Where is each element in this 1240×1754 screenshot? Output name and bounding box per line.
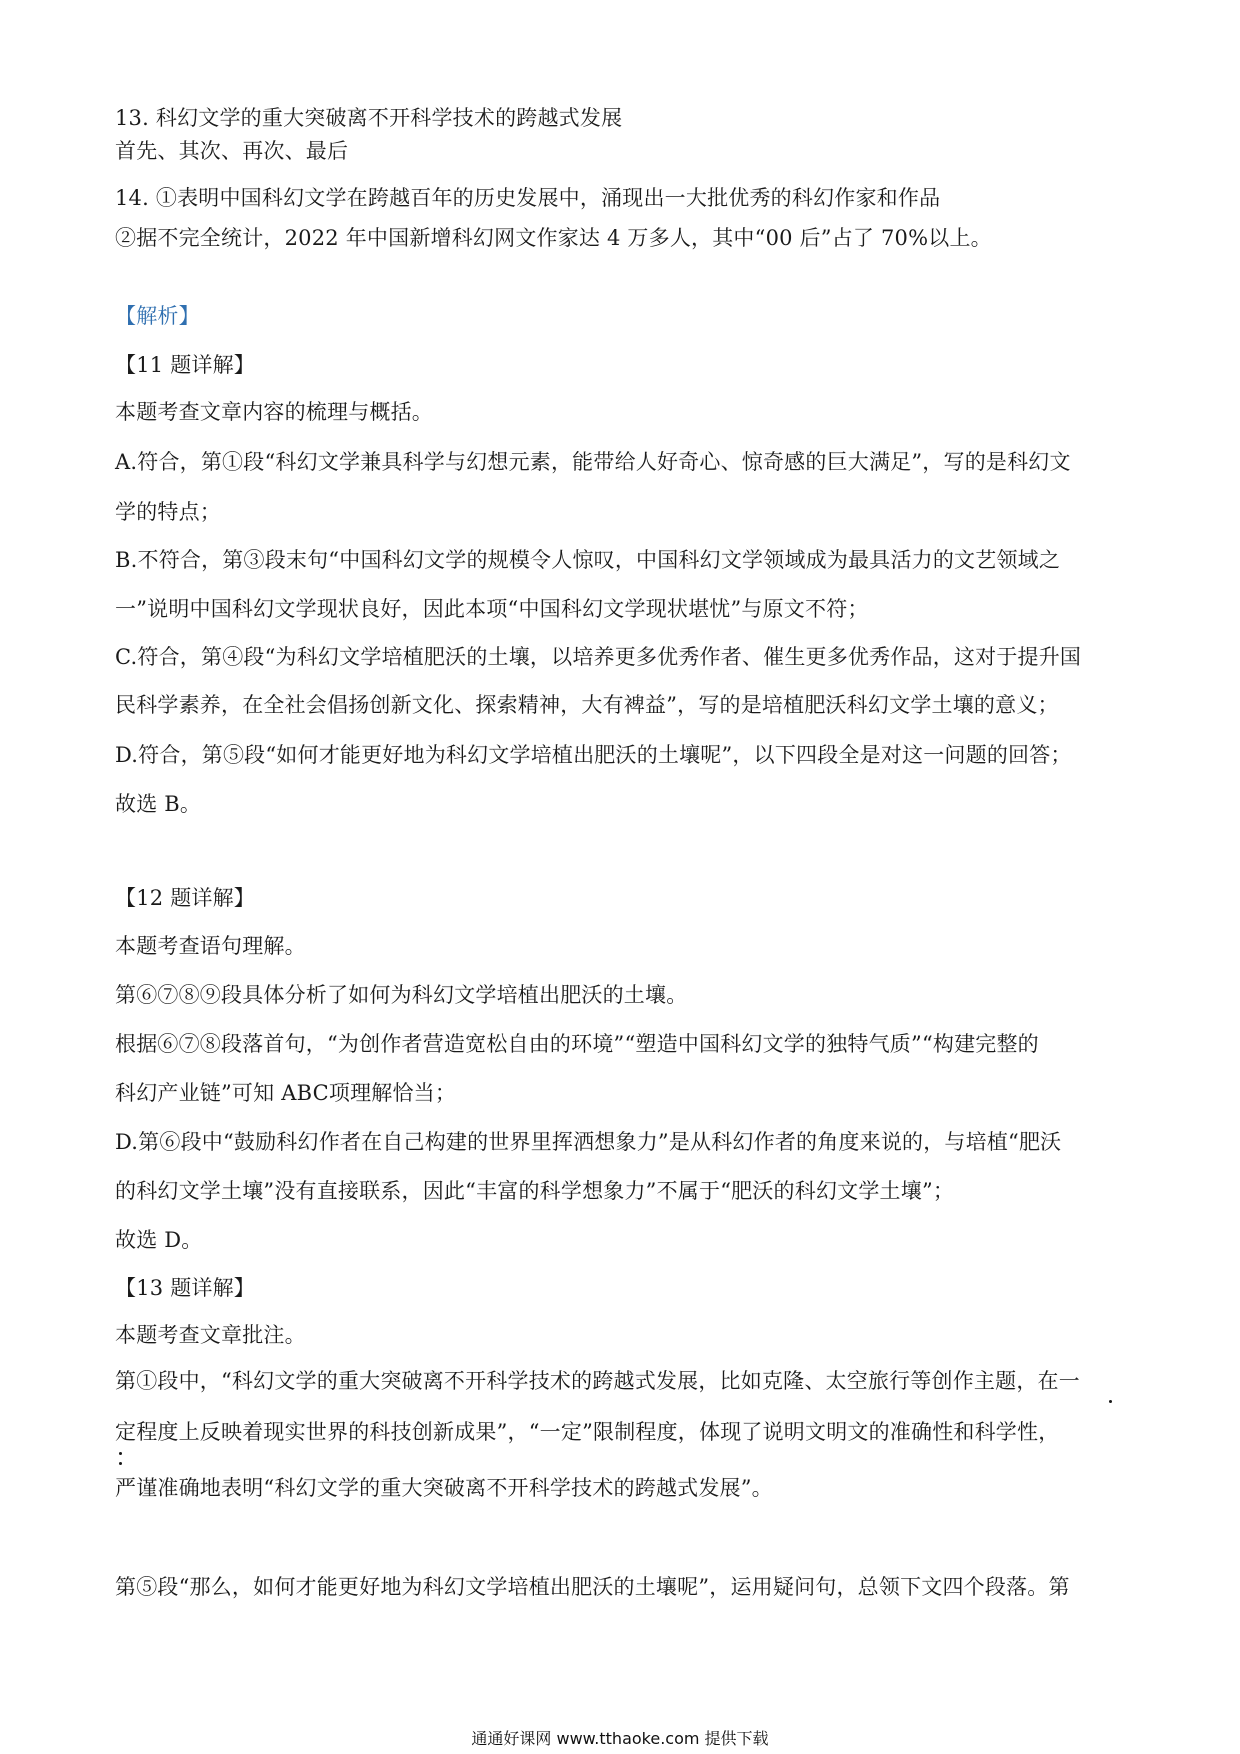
q11-option-d-line: D.符合，第⑤段“如何才能更好地为科幻文学培植出肥沃的土壤呢”，以下四段全是对这一问题的回答； — [115, 743, 1072, 767]
footer-source: 通通好课网 www.tthaoke.com 提供下载 — [471, 1729, 769, 1748]
q12-analysis-line-1: 第⑥⑦⑧⑨段具体分析了如何为科幻文学培植出肥沃的土壤。 — [115, 983, 688, 1007]
q11-intro: 本题考查文章内容的梳理与概括。 — [115, 400, 433, 424]
q12-intro: 本题考查语句理解。 — [115, 934, 306, 958]
q13-heading: 【13 题详解】 — [115, 1276, 255, 1300]
emphasis-dot — [119, 1462, 122, 1465]
q13-intro: 本题考查文章批注。 — [115, 1323, 306, 1347]
q11-option-c-line-1: C.符合，第④段“为科幻文学培植肥沃的土壤，以培养更多优秀作者、催生更多优秀作品，这对于提升国 — [115, 645, 1082, 669]
q13-analysis-line-2: 定程度上反映着现实世界的科技创新成果”，“一定”限制程度，体现了说明文明文的准确性和科学性， — [115, 1420, 1060, 1444]
q11-option-b-line-1: B.不符合，第③段末句“中国科幻文学的规模令人惊叹，中国科幻文学领域成为最具活力的文艺领域之 — [115, 548, 1061, 572]
q13-analysis-line-3: 严谨准确地表明“科幻文学的重大突破离不开科学技术的跨越式发展”。 — [115, 1476, 773, 1500]
q12-answer: 故选 D。 — [115, 1228, 203, 1252]
emphasis-dot — [119, 1452, 122, 1455]
q12-option-d-line-2: 的科幻文学土壤”没有直接联系，因此“丰富的科学想象力”不属于“肥沃的科幻文学土壤”； — [115, 1179, 955, 1203]
q13-analysis-line-1: 第①段中，“科幻文学的重大突破离不开科学技术的跨越式发展，比如克隆、太空旅行等创作主题，在一 — [115, 1369, 1080, 1393]
emphasis-dot — [1109, 1400, 1112, 1403]
q11-option-c-line-2: 民科学素养，在全社会倡扬创新文化、探索精神，大有裨益”，写的是培植肥沃科幻文学土壤的意义； — [115, 693, 1059, 717]
answer-14-line-1: 14. ①表明中国科幻文学在跨越百年的历史发展中，涌现出一大批优秀的科幻作家和作品 — [115, 186, 941, 210]
q12-option-d-line-1: D.第⑥段中“鼓励科幻作者在自己构建的世界里挥洒想象力”是从科幻作者的角度来说的，与培植“肥沃 — [115, 1130, 1062, 1154]
q12-heading: 【12 题详解】 — [115, 886, 255, 910]
q11-option-a-line-2: 学的特点； — [115, 500, 221, 524]
answer-13-line: 13. 科幻文学的重大突破离不开科学技术的跨越式发展 — [115, 106, 623, 130]
q11-answer: 故选 B。 — [115, 792, 202, 816]
analysis-heading: 【解析】 — [115, 304, 200, 328]
q11-option-b-line-2: 一”说明中国科幻文学现状良好，因此本项“中国科幻文学现状堪忧”与原文不符； — [115, 597, 869, 621]
answer-14-line-2: ②据不完全统计，2022 年中国新增科幻网文作家达 4 万多人，其中“00 后”占了 70%以上。 — [115, 226, 992, 250]
q12-analysis-line-3: 科幻产业链”可知 ABC项理解恰当； — [115, 1081, 457, 1105]
q12-analysis-line-2: 根据⑥⑦⑧段落首句，“为创作者营造宽松自由的环境”“塑造中国科幻文学的独特气质”“构建完整的 — [115, 1032, 1039, 1056]
q13-analysis-line-4: 第⑤段“那么，如何才能更好地为科幻文学培植出肥沃的土壤呢”，运用疑问句，总领下文四个段落。第 — [115, 1575, 1070, 1599]
answer-13-order-line: 首先、其次、再次、最后 — [115, 139, 349, 163]
q11-option-a-line-1: A.符合，第①段“科幻文学兼具科学与幻想元素，能带给人好奇心、惊奇感的巨大满足”，写的是科幻文 — [115, 450, 1071, 474]
q11-heading: 【11 题详解】 — [115, 353, 255, 377]
